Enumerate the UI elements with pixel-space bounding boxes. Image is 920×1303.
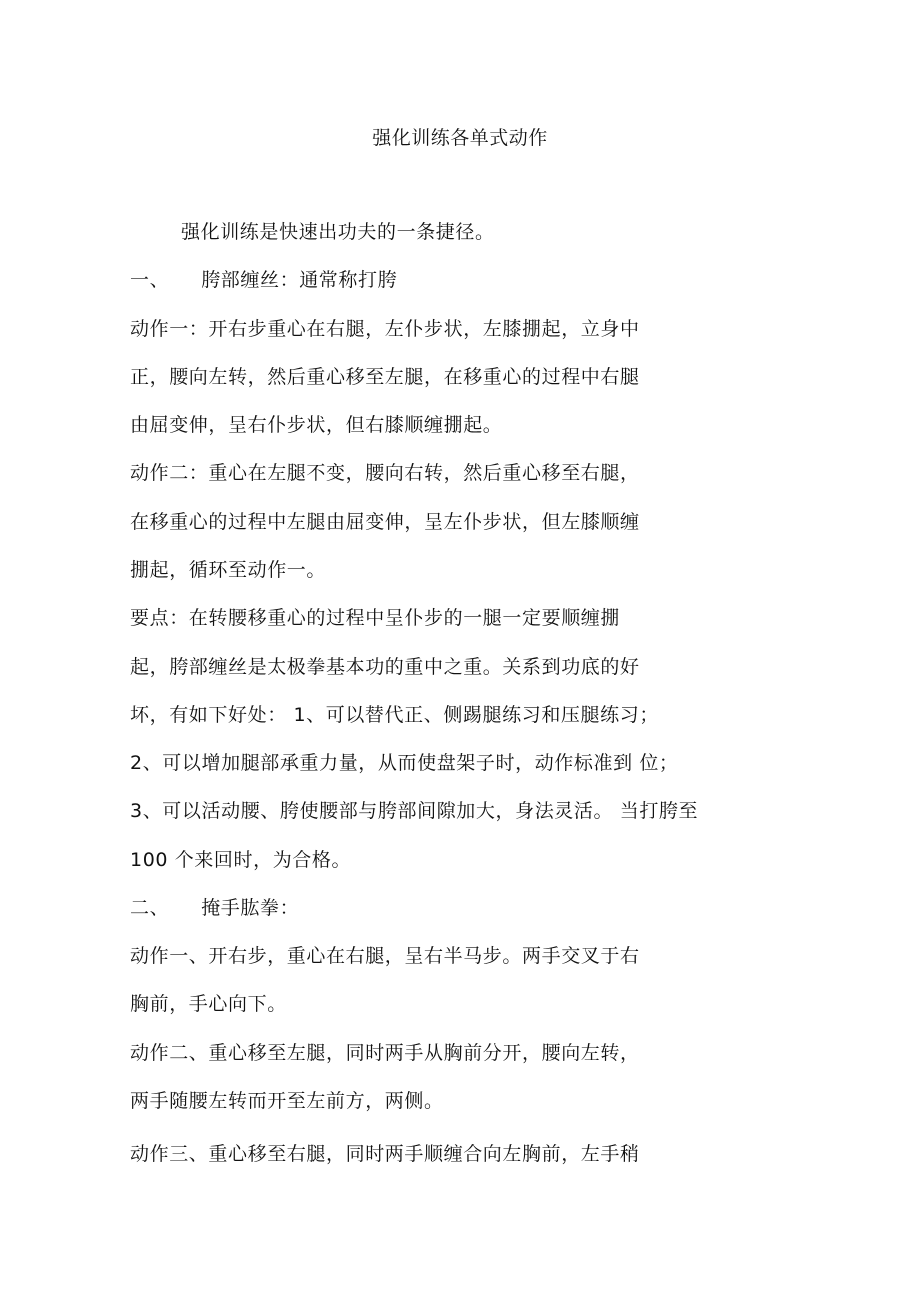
section-1-heading (130, 266, 397, 294)
document-title: 强化训练各单式动作 (372, 127, 548, 149)
paragraph-line: 掤起，循环至动作一。 (130, 559, 327, 581)
paragraph-line: 坏，有如下好处： 1、可以替代正、侧踢腿练习和压腿练习； (130, 704, 659, 726)
paragraph-line: 正，腰向左转，然后重心移至左腿，在移重心的过程中右腿 (130, 366, 640, 388)
section-1-title: 胯部缠丝：通常称打胯 (201, 269, 398, 291)
paragraph-line: 由屈变伸，呈右仆步状，但右膝顺缠掤起。 (130, 414, 503, 436)
paragraph-line: 动作二：重心在左腿不变，腰向右转，然后重心移至右腿， (130, 462, 640, 484)
section-2-number: 二、 (130, 897, 170, 919)
paragraph-line: 100 个来回时，为合格。 (130, 849, 352, 871)
intro-paragraph: 强化训练是快速出功夫的一条捷径。 (181, 221, 495, 243)
paragraph-line: 动作一：开右步重心在右腿，左仆步状，左膝掤起，立身中 (130, 318, 640, 340)
paragraph-line: 起，胯部缠丝是太极拳基本功的重中之重。关系到功底的好 (130, 656, 640, 678)
section-2-heading (130, 894, 299, 922)
paragraph-line: 两手随腰左转而开至左前方，两侧。 (130, 1090, 444, 1112)
paragraph-line: 要点：在转腰移重心的过程中呈仆步的一腿一定要顺缠掤 (130, 607, 621, 629)
paragraph-line: 动作一、开右步，重心在右腿，呈右半马步。两手交叉于右 (130, 945, 640, 967)
paragraph-line: 动作三、重心移至右腿，同时两手顺缠合向左胸前，左手稍 (130, 1143, 640, 1165)
section-2-title: 掩手肱拳： (201, 897, 300, 919)
paragraph-line: 3、可以活动腰、胯使腰部与胯部间隙加大，身法灵活。 当打胯至 (130, 800, 699, 822)
paragraph-line: 2、可以增加腿部承重力量，从而使盘架子时，动作标准到 位； (130, 752, 679, 774)
section-1-number: 一、 (130, 269, 170, 291)
paragraph-line: 在移重心的过程中左腿由屈变伸，呈左仆步状，但左膝顺缠 (130, 511, 640, 533)
paragraph-line: 胸前，手心向下。 (130, 993, 287, 1015)
paragraph-line: 动作二、重心移至左腿，同时两手从胸前分开，腰向左转， (130, 1042, 640, 1064)
